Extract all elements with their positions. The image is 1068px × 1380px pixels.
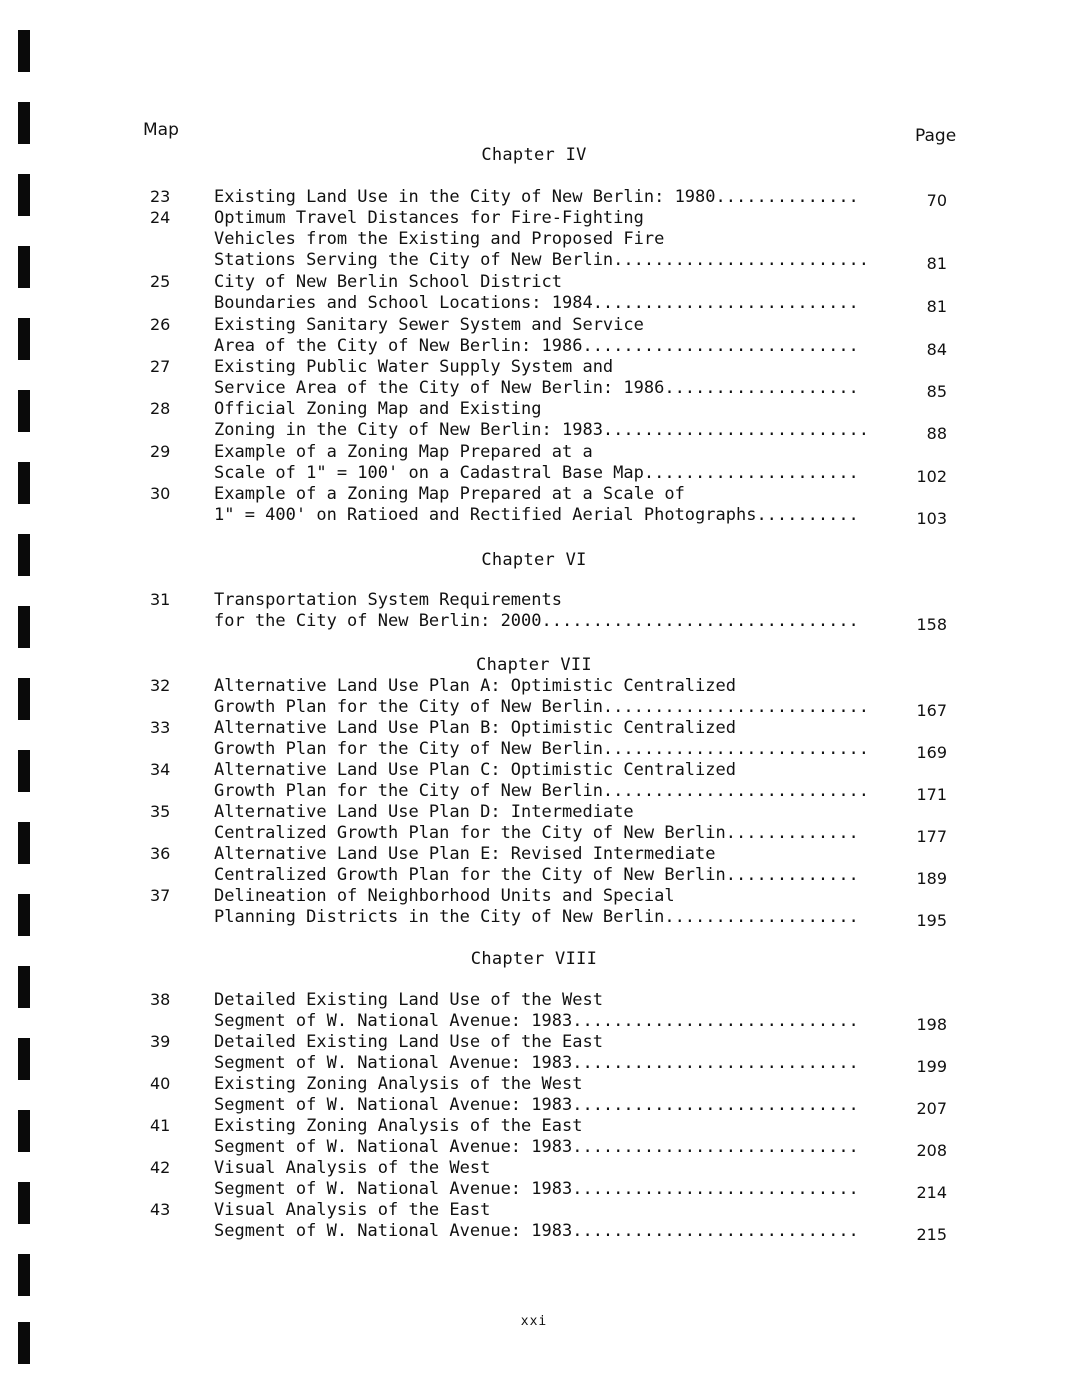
page-reference: 84 (926, 340, 947, 359)
map-number: 32 (150, 676, 171, 695)
page-reference: 208 (916, 1141, 947, 1160)
page-reference: 158 (916, 615, 947, 634)
page-reference: 169 (916, 743, 947, 762)
map-title-line: Existing Land Use in the City of New Berlin: 1980.............. (214, 187, 859, 207)
map-title-line: Segment of W. National Avenue: 1983............................ (214, 1011, 859, 1031)
page-reference: 207 (916, 1099, 947, 1118)
map-title-line: Scale of 1" = 100' on a Cadastral Base Map..................... (214, 463, 859, 483)
page-number-footer: xxi (520, 1314, 548, 1329)
map-title-line: Existing Zoning Analysis of the East (214, 1116, 583, 1136)
page-column-header: Page (915, 126, 957, 146)
map-number: 36 (150, 844, 171, 863)
map-title-line: Zoning in the City of New Berlin: 1983.......................... (214, 420, 870, 440)
map-title-line: City of New Berlin School District (214, 272, 562, 292)
map-title-line: Example of a Zoning Map Prepared at a Scale of (214, 484, 685, 504)
map-title-line: Example of a Zoning Map Prepared at a (214, 442, 593, 462)
map-title-line: Transportation System Requirements (214, 590, 562, 610)
page-reference: 195 (916, 911, 947, 930)
page-reference: 70 (926, 191, 947, 210)
map-title-line: Detailed Existing Land Use of the West (214, 990, 603, 1010)
map-number: 37 (150, 886, 171, 905)
map-number: 38 (150, 990, 171, 1009)
map-number: 29 (150, 442, 171, 461)
map-number: 23 (150, 187, 171, 206)
map-title-line: Segment of W. National Avenue: 1983............................ (214, 1053, 859, 1073)
map-number: 26 (150, 315, 171, 334)
page-reference: 214 (916, 1183, 947, 1202)
chapter-heading: Chapter IV (481, 145, 587, 165)
map-title-line: Alternative Land Use Plan B: Optimistic Centralized (214, 718, 736, 738)
map-number: 42 (150, 1158, 171, 1177)
map-title-line: Growth Plan for the City of New Berlin.......................... (214, 739, 870, 759)
map-number: 35 (150, 802, 171, 821)
map-title-line: Delineation of Neighborhood Units and Special (214, 886, 675, 906)
map-title-line: Official Zoning Map and Existing (214, 399, 542, 419)
map-number: 34 (150, 760, 171, 779)
map-title-line: Area of the City of New Berlin: 1986........................... (214, 336, 859, 356)
page-reference: 215 (916, 1225, 947, 1244)
map-title-line: Segment of W. National Avenue: 1983............................ (214, 1179, 859, 1199)
chapter-heading: Chapter VIII (470, 949, 598, 969)
map-number: 28 (150, 399, 171, 418)
map-title-line: Centralized Growth Plan for the City of New Berlin............. (214, 823, 859, 843)
map-title-line: Growth Plan for the City of New Berlin.......................... (214, 781, 870, 801)
map-number: 31 (150, 590, 171, 609)
map-number: 27 (150, 357, 171, 376)
map-title-line: Planning Districts in the City of New Berlin................... (214, 907, 859, 927)
map-title-line: Stations Serving the City of New Berlin......................... (214, 250, 870, 270)
map-title-line: Growth Plan for the City of New Berlin.......................... (214, 697, 870, 717)
map-title-line: 1" = 400' on Ratioed and Rectified Aerial Photographs.......... (214, 505, 859, 525)
map-title-line: Service Area of the City of New Berlin: 1986................... (214, 378, 859, 398)
map-title-line: Segment of W. National Avenue: 1983............................ (214, 1095, 859, 1115)
map-title-line: Alternative Land Use Plan C: Optimistic Centralized (214, 760, 736, 780)
chapter-heading: Chapter VI (481, 550, 587, 570)
page-reference: 81 (926, 297, 947, 316)
map-title-line: Existing Zoning Analysis of the West (214, 1074, 583, 1094)
page-reference: 177 (916, 827, 947, 846)
map-number: 41 (150, 1116, 171, 1135)
map-number: 25 (150, 272, 171, 291)
map-title-line: Segment of W. National Avenue: 1983............................ (214, 1221, 859, 1241)
map-title-line: for the City of New Berlin: 2000............................... (214, 611, 859, 631)
map-title-line: Existing Public Water Supply System and (214, 357, 614, 377)
map-title-line: Visual Analysis of the East (214, 1200, 491, 1220)
page-reference: 198 (916, 1015, 947, 1034)
map-title-line: Visual Analysis of the West (214, 1158, 491, 1178)
page-reference: 102 (916, 467, 947, 486)
map-title-line: Alternative Land Use Plan D: Intermediate (214, 802, 634, 822)
map-title-line: Vehicles from the Existing and Proposed Fire (214, 229, 665, 249)
map-title-line: Centralized Growth Plan for the City of New Berlin............. (214, 865, 859, 885)
map-number: 33 (150, 718, 171, 737)
map-number: 40 (150, 1074, 171, 1093)
map-number: 43 (150, 1200, 171, 1219)
map-column-header: Map (143, 120, 179, 140)
map-title-line: Existing Sanitary Sewer System and Service (214, 315, 644, 335)
page-reference: 189 (916, 869, 947, 888)
page-reference: 171 (916, 785, 947, 804)
page-reference: 167 (916, 701, 947, 720)
page-reference: 103 (916, 509, 947, 528)
map-title-line: Alternative Land Use Plan A: Optimistic Centralized (214, 676, 736, 696)
page-reference: 81 (926, 254, 947, 273)
map-title-line: Optimum Travel Distances for Fire-Fighting (214, 208, 644, 228)
map-title-line: Alternative Land Use Plan E: Revised Intermediate (214, 844, 716, 864)
page-reference: 85 (926, 382, 947, 401)
map-number: 39 (150, 1032, 171, 1051)
page-reference: 199 (916, 1057, 947, 1076)
map-title-line: Detailed Existing Land Use of the East (214, 1032, 603, 1052)
chapter-heading: Chapter VII (476, 655, 592, 675)
map-number: 30 (150, 484, 171, 503)
page-reference: 88 (926, 424, 947, 443)
map-title-line: Segment of W. National Avenue: 1983............................ (214, 1137, 859, 1157)
map-title-line: Boundaries and School Locations: 1984.......................... (214, 293, 859, 313)
map-number: 24 (150, 208, 171, 227)
